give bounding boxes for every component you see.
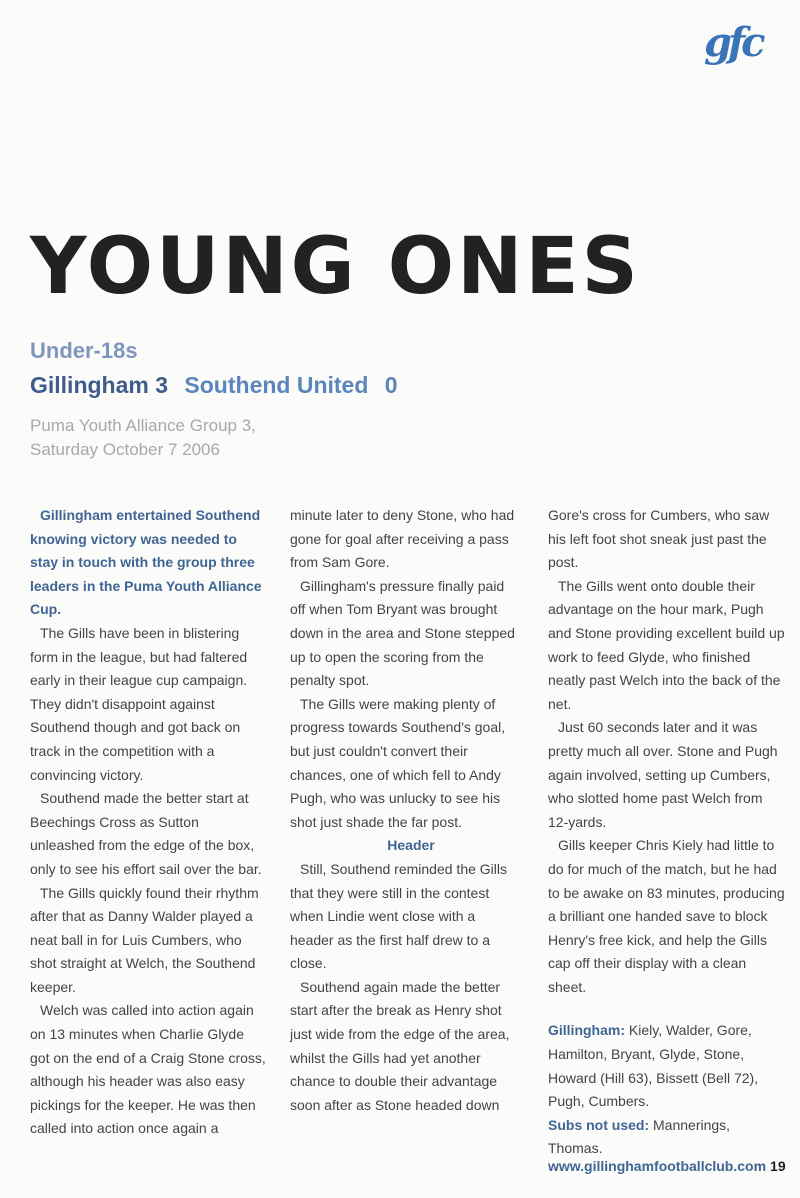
competition-name: Puma Youth Alliance Group 3, <box>30 416 256 435</box>
article-paragraph: Southend again made the better start after the break as Henry shot just wide from the edge of the area, whilst the Gills had yet another chance to double their advantage soon after as Stone headed down <box>290 978 510 1113</box>
page-footer <box>548 1158 786 1174</box>
page-title: YOUNG ONES <box>30 222 641 312</box>
article-paragraph: The Gills were making plenty of progress towards Southend's goal, but just couldn't convert their chances, one of which fell to Andy Pugh, who was unlucky to see his shot just shade the far post. <box>290 695 506 830</box>
lineup-subs-label: Subs not used: <box>548 1116 650 1133</box>
away-score: 0 <box>384 372 398 398</box>
article-subheading: Header <box>387 837 435 854</box>
lineup-team-label: Gillingham: <box>548 1022 625 1039</box>
article-paragraph: minute later to deny Stone, who had gone for goal after receiving a pass from Sam Gore. <box>290 507 515 571</box>
team-lineup <box>548 1019 786 1161</box>
away-team: Southend United <box>184 372 369 398</box>
page-number: 19 <box>770 1158 786 1174</box>
lineup-player-list: Kiely, Walder, Gore, Hamilton, Bryant, Glyde, Stone, Howard (Hill 63), Bissett (Bell 72), Pugh, Cumbers. <box>548 1022 759 1110</box>
article-column-3 <box>548 504 786 1161</box>
section-label: Under-18s <box>30 338 138 363</box>
article-paragraph: Gills keeper Chris Kiely had little to do for much of the match, but he had to be awake on 83 minutes, producing a brilliant one handed save to block Henry's free kick, and help the Gills cap off their display with a clean sheet. <box>548 837 785 995</box>
article-paragraph: Still, Southend reminded the Gills that they were still in the contest when Lindie went close with a header as the first half drew to a close. <box>290 860 507 972</box>
match-score <box>30 372 398 399</box>
home-team-score: Gillingham 3 <box>30 372 169 398</box>
gfc-logo-icon <box>700 14 782 68</box>
lineup-players <box>548 1019 786 1113</box>
article-column-1 <box>30 504 266 1141</box>
match-date: Saturday October 7 2006 <box>30 440 220 459</box>
footer-url: www.gillinghamfootballclub.com <box>548 1158 767 1174</box>
lineup-subs <box>548 1114 786 1161</box>
article-intro: Gillingham entertained Southend knowing victory was needed to stay in touch with the group three leaders in the Puma Youth Alliance Cup. <box>30 507 262 618</box>
match-details <box>30 414 256 462</box>
article-paragraph: The Gills have been in blistering form in the league, but had faltered early in their league cup campaign. They didn't disappoint against Southend though and got back on track in the competition with a convincing victory. <box>30 624 248 783</box>
article-paragraph: Southend made the better start at Beechings Cross as Sutton unleashed from the edge of the box, only to see his effort sail over the bar. <box>30 790 262 877</box>
article-paragraph: Welch was called into action again on 13 minutes when Charlie Glyde got on the end of a Craig Stone cross, although his header was also easy pickings for the keeper. He was then called into action once again a <box>30 1002 266 1137</box>
article-column-2 <box>290 504 522 1117</box>
article-paragraph: Gillingham's pressure finally paid off when Tom Bryant was brought down in the area and Stone stepped up to open the scoring from the penalty spot. <box>290 577 515 689</box>
lineup-subs-list: Mannerings, Thomas. <box>548 1116 731 1157</box>
logo-text: gfc <box>704 19 762 66</box>
article-paragraph: Just 60 seconds later and it was pretty much all over. Stone and Pugh again involved, setting up Cumbers, who slotted home past Welch from 12-yards. <box>548 719 778 830</box>
article-paragraph: The Gills went onto double their advantage on the hour mark, Pugh and Stone providing excellent build up work to feed Glyde, who finished neatly past Welch into the back of the net. <box>548 577 785 712</box>
article-paragraph: The Gills quickly found their rhythm after that as Danny Walder played a neat ball in for Luis Cumbers, who shot straight at Welch, the Southend keeper. <box>30 884 259 995</box>
article-paragraph: Gore's cross for Cumbers, who saw his left foot shot sneak just past the post. <box>548 507 770 571</box>
